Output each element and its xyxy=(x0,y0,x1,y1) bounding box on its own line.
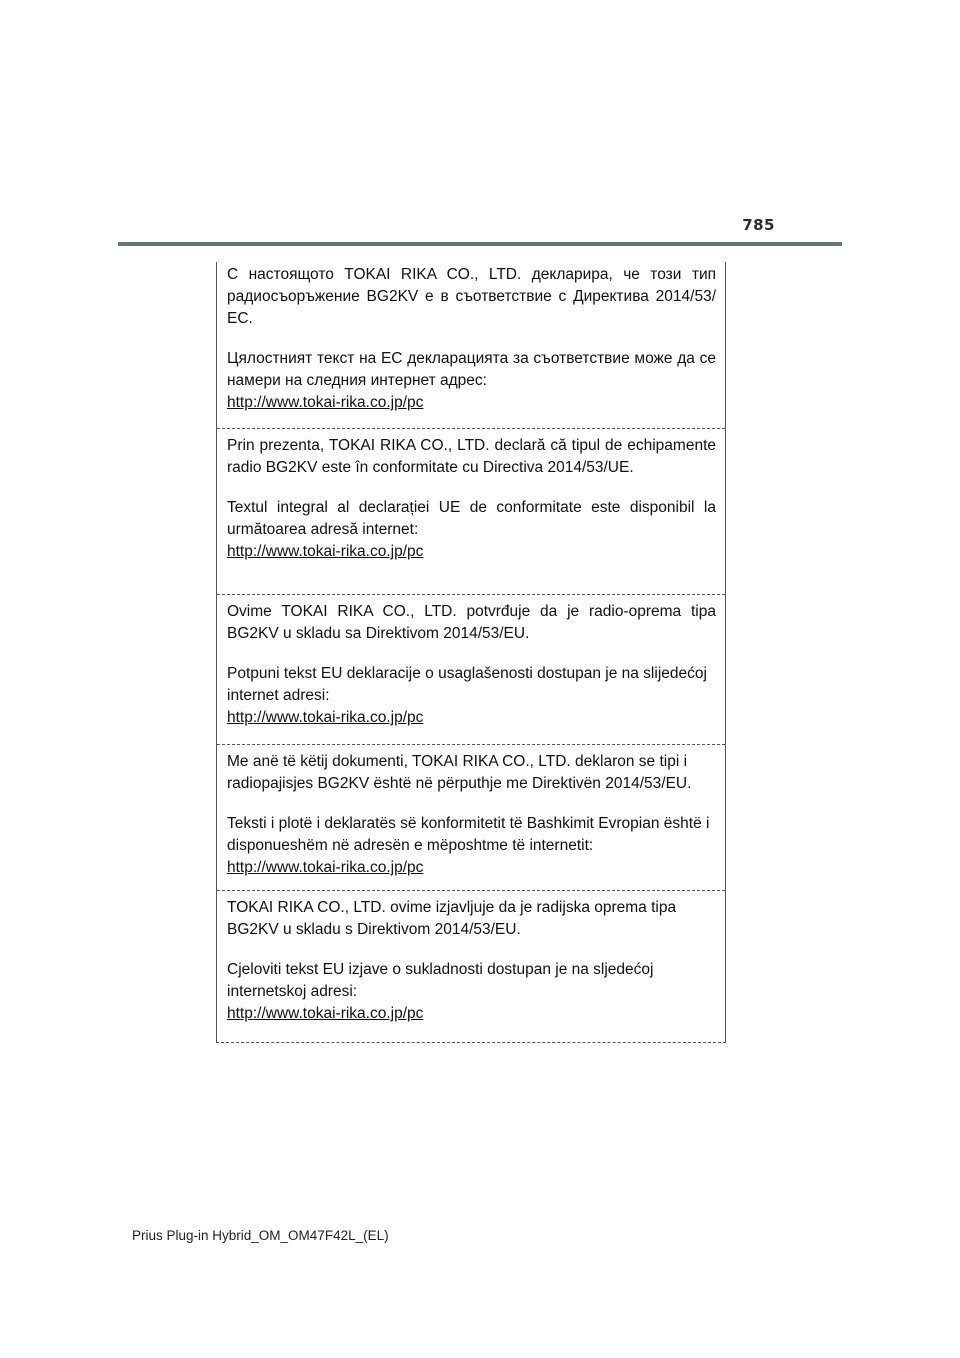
declaration-link[interactable]: http://www.tokai-rika.co.jp/pc xyxy=(227,709,424,726)
declaration-statement: Prin prezenta, TOKAI RIKA CO., LTD. declară că tipul de echipamente radio BG2KV este în conformitate cu Directiva 2014/53/UE. xyxy=(227,437,716,476)
declarations-box xyxy=(216,262,726,1043)
declaration-availability: Potpuni tekst EU deklaracije o usaglašenosti dostupan je na slijedećoj internet adresi: xyxy=(227,665,707,704)
declaration-availability: Cjeloviti tekst EU izjave o sukladnosti dostupan je na sljedećoj internetskoj adresi: xyxy=(227,961,654,1000)
footer-manual-id: Prius Plug-in Hybrid_OM_OM47F42L_(EL) xyxy=(132,1228,389,1243)
page-number: 785 xyxy=(742,216,775,234)
declaration-link[interactable]: http://www.tokai-rika.co.jp/pc xyxy=(227,543,424,560)
declaration-statement: TOKAI RIKA CO., LTD. ovime izjavljuje da je radijska oprema tipa BG2KV u skladu s Direktivom 2014/53/EU. xyxy=(227,899,677,938)
declaration-availability: Teksti i plotë i deklaratës së konformitetit të Bashkimit Evropian është i disponueshëm në adresën e mëposhtme të internetit: xyxy=(227,815,710,854)
declaration-bulgarian xyxy=(217,262,725,428)
declaration-availability: Textul integral al declarației UE de conformitate este disponibil la următoarea adresă internet: xyxy=(227,499,716,538)
declaration-romanian xyxy=(217,428,725,594)
declaration-link[interactable]: http://www.tokai-rika.co.jp/pc xyxy=(227,1005,424,1022)
declaration-albanian xyxy=(217,744,725,890)
declaration-statement: Me anë të këtij dokumenti, TOKAI RIKA CO., LTD. deklaron se tipi i radiopajisjes BG2KV është në përputhje me Direktivën 2014/53/EU. xyxy=(227,753,692,792)
declaration-link[interactable]: http://www.tokai-rika.co.jp/pc xyxy=(227,394,424,411)
declaration-croatian xyxy=(217,890,725,1042)
declaration-link[interactable]: http://www.tokai-rika.co.jp/pc xyxy=(227,859,424,876)
header-rule xyxy=(118,242,842,246)
declaration-bosnian xyxy=(217,594,725,744)
declaration-statement: Ovime TOKAI RIKA CO., LTD. potvrđuje da je radio-oprema tipa BG2KV u skladu sa Direktivom 2014/53/EU. xyxy=(227,603,716,642)
declaration-statement: С настоящото TOKAI RIKA CO., LTD. декларира, че този тип радиосъоръжение BG2KV е в съответствие с Директива 2014/53/ЕС. xyxy=(227,266,716,327)
declaration-availability: Цялостният текст на ЕС декларацията за съответствие може да се намери на следния интернет адрес: xyxy=(227,350,716,389)
